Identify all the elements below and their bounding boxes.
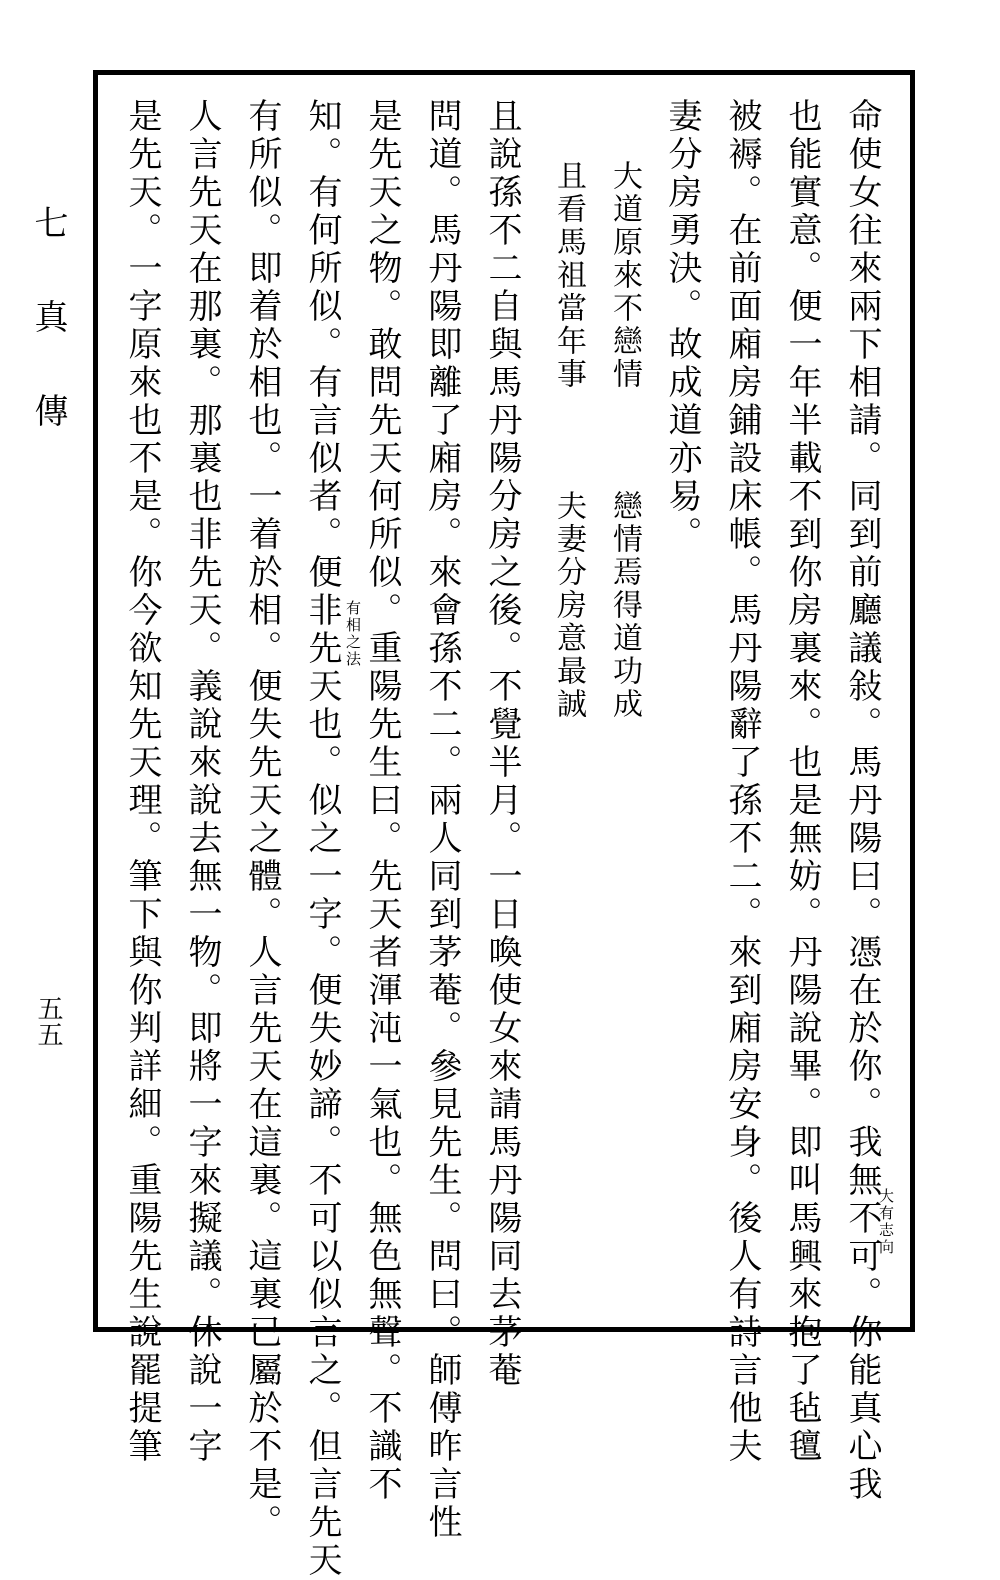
marginal-note: 大有志向 [877, 1188, 895, 1256]
text-column: 被褥。在前面廂房鋪設床帳。馬丹陽辭了孫不二。來到廂房安身。後人有詩言他夫 [722, 98, 762, 1466]
text-column: 命使女往來兩下相請。同到前廳議敍。馬丹陽曰。憑在於你。我無不可。你能真心我 [842, 98, 882, 1504]
text-column: 是先天。一字原來也不是。你今欲知先天理。筆下與你判詳細。重陽先生說罷提筆 [122, 98, 162, 1466]
text-column: 人言先天在那裏。那裏也非先天。義說來說去無一物。即將一字來擬議。休說一字 [182, 98, 222, 1466]
interlinear-note: 有相之法 [344, 600, 362, 668]
text-column: 知。有何所似。有言似者。便非先天也。似之一字。便失妙諦。不可以似言之。但言先天 [302, 98, 342, 1580]
text-column: 有所似。即着於相也。一着於相。便失先天之體。人言先天在這裏。這裏已屬於不是。 [242, 98, 282, 1542]
text-column: 且說孫不二自與馬丹陽分房之後。不覺半月。一日喚使女來請馬丹陽同去茅菴 [482, 98, 522, 1390]
poem-line: 且看馬祖當年事 夫妻分房意最誠 [551, 160, 586, 721]
margin-title: 七真傳 [28, 205, 68, 487]
text-column: 妻分房勇決。故成道亦易。 [662, 98, 702, 554]
page-number: 五五 [33, 995, 63, 1047]
text-column: 問道。馬丹陽即離了廂房。來會孫不二。兩人同到茅菴。參見先生。問曰。師傅昨言性 [422, 98, 462, 1542]
text-column: 是先天之物。敢問先天何所似。重陽先生曰。先天者渾沌一氣也。無色無聲。不識不 [362, 98, 402, 1504]
poem-line: 大道原來不戀情 戀情焉得道功成 [607, 160, 642, 721]
text-column: 也能實意。便一年半載不到你房裏來。也是無妨。丹陽說畢。即叫馬興來抱了毡氊 [782, 98, 822, 1466]
